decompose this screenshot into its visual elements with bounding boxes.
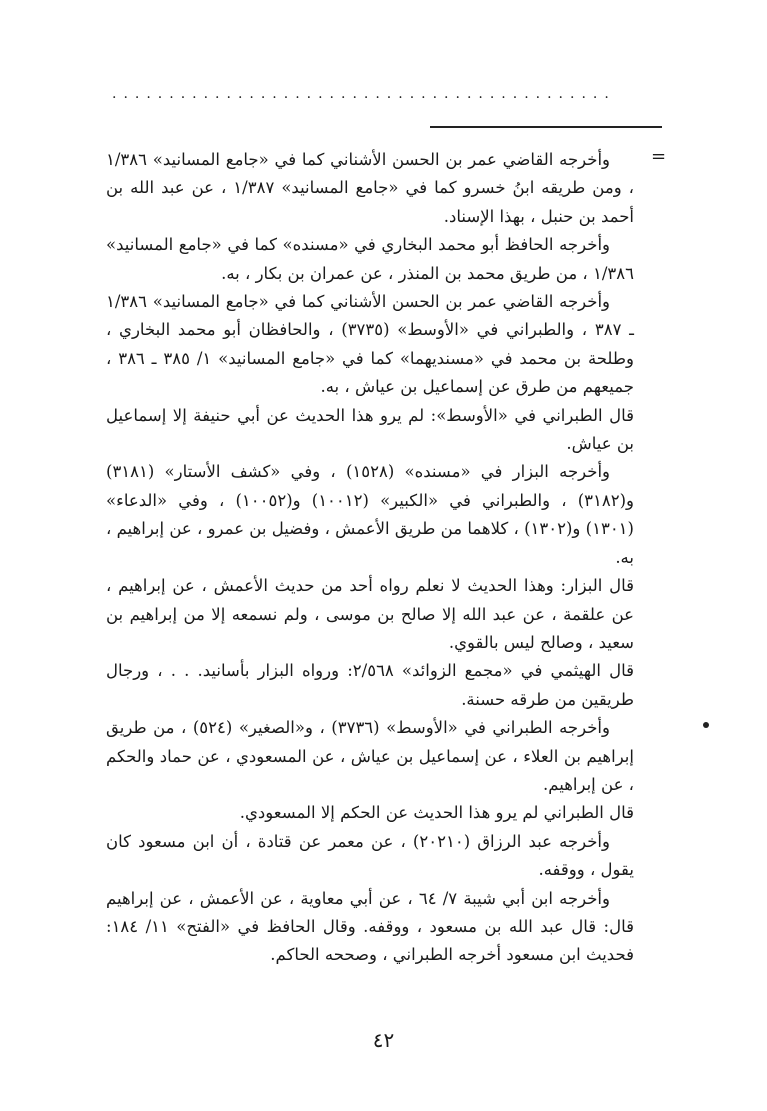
paragraph: قال الهيثمي في «مجمع الزوائد» ٢/٥٦٨: ورواه البزار بأسانيد. . . ، ورجال طريقين من طرقه حسنة.	[106, 661, 634, 709]
paragraph: وأخرجه الطبراني في «الأوسط» (٣٧٣٦) ، و«الصغير» (٥٢٤) ، من طريق إبراهيم بن العلاء ، عن إسماعيل بن عياش ، عن المسعودي ، عن حماد والحكم ، عن إبراهيم.	[106, 718, 634, 794]
footnote-text	[106, 146, 634, 970]
paragraph: وأخرجه القاضي عمر بن الحسن الأشناني كما في «جامع المسانيد» ١/٣٨٦ ، ومن طريقه ابنُ خسرو كما في «جامع المسانيد» ١/٣٨٧ ، عن عبد الله بن أحمد بن حنبل ، بهذا الإسناد.	[106, 150, 634, 226]
paragraph: وأخرجه القاضي عمر بن الحسن الأشناني كما في «جامع المسانيد» ١/٣٨٦ ـ ٣٨٧ ، والطبراني في «الأوسط» (٣٧٣٥) ، والحافظان أبو محمد البخاري ، وطلحة بن محمد في «مسنديهما» كما في «جامع المسانيد» ١/ ٣٨٥ ـ ٣٨٦ ، جميعهم من طرق عن إسماعيل بن عياش ، به.	[106, 292, 634, 397]
paragraph: قال الطبراني لم يرو هذا الحديث عن الحكم إلا المسعودي.	[239, 803, 634, 823]
margin-dot	[703, 722, 709, 728]
paragraph: وأخرجه الحافظ أبو محمد البخاري في «مسنده» كما في «جامع المسانيد» ١/٣٨٦ ، من طريق محمد بن المنذر ، عن عمران بن بكار ، به.	[106, 235, 634, 283]
dotted-separator: ............................................	[112, 86, 616, 102]
paragraph: وأخرجه ابن أبي شيبة ٧/ ٦٤ ، عن أبي معاوية ، عن الأعمش ، عن إبراهيم قال: قال عبد الله بن مسعود ، ووقفه. وقال الحافظ في «الفتح» ١١/ ١٨٤: فحديث ابن مسعود أخرجه الطبراني ، وصححه الحاكم.	[106, 888, 634, 965]
paragraph: وأخرجه عبد الرزاق (٢٠٢١٠) ، عن معمر عن قتادة ، أن ابن مسعود كان يقول ، ووقفه.	[106, 831, 634, 880]
continuation-mark: =	[651, 146, 667, 167]
paragraph: قال البزار: وهذا الحديث لا نعلم رواه أحد من حديث الأعمش ، عن إبراهيم ، عن علقمة ، عن عبد الله إلا صالح بن موسى ، ولم نسمعه إلا من إبراهيم بن سعيد ، وصالح ليس بالقوي.	[106, 576, 634, 652]
footnote-rule	[430, 126, 662, 128]
paragraph: وأخرجه البزار في «مسنده» (١٥٢٨) ، وفي «كشف الأستار» (٣١٨١) و(٣١٨٢) ، والطبراني في «الكبير» (١٠٠١٢) و(١٠٠٥٢) ، وفي «الدعاء» (١٣٠١) و(١٣٠٢) ، كلاهما من طريق الأعمش ، وفضيل بن عمرو ، عن إبراهيم ، به.	[106, 462, 634, 567]
paragraph: قال الطبراني في «الأوسط»: لم يرو هذا الحديث عن أبي حنيفة إلا إسماعيل بن عياش.	[106, 405, 634, 454]
page-number: ٤٢	[372, 1028, 395, 1052]
